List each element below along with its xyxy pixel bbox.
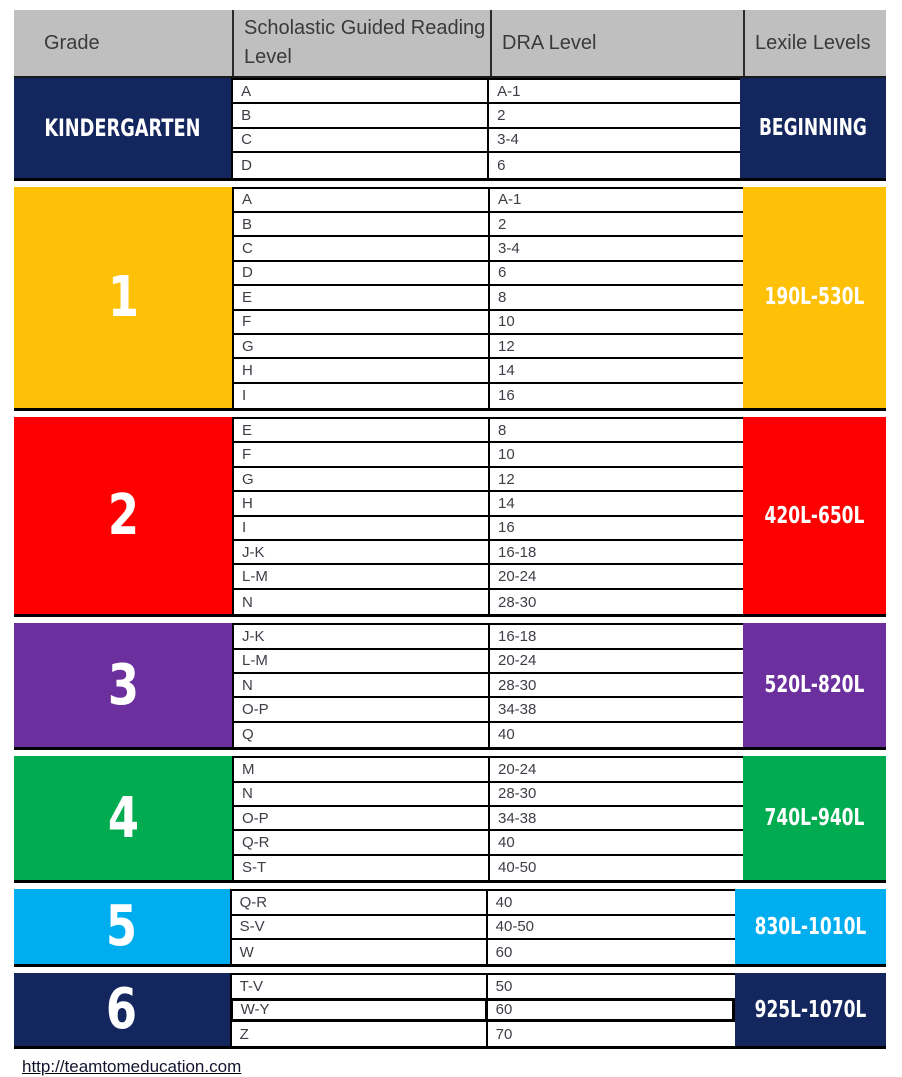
dra-cell: 12 — [498, 337, 515, 355]
grade-label: 1 — [107, 264, 139, 330]
table-sections — [14, 78, 886, 1049]
lexile-block-3 — [743, 623, 886, 747]
grade-section-2 — [14, 417, 886, 617]
grade-section-3 — [14, 623, 886, 750]
level-rows — [232, 623, 743, 747]
dra-cell: 20-24 — [498, 760, 537, 778]
grade-label: 6 — [106, 977, 138, 1043]
grade-label: 3 — [107, 652, 139, 718]
header-lexile — [743, 10, 886, 76]
table-row — [232, 213, 743, 237]
header-dra — [490, 10, 743, 76]
table-row — [232, 237, 743, 261]
sgrl-cell: C — [232, 237, 490, 259]
header-grade — [14, 10, 232, 76]
table-row — [231, 153, 740, 177]
grade-section-5 — [14, 889, 886, 967]
sgrl-cell: W-Y — [230, 1001, 488, 1019]
lexile-block-kindergarten — [740, 78, 886, 178]
dra-cell: 16 — [498, 387, 515, 405]
sgrl-cell: J-K — [232, 541, 490, 563]
table-row — [230, 1022, 735, 1046]
lexile-block-1 — [743, 187, 886, 409]
table-row — [232, 831, 743, 855]
table-row — [232, 783, 743, 807]
grade-section-4 — [14, 756, 886, 883]
dra-cell: 20-24 — [498, 568, 537, 586]
sgrl-cell: S-V — [230, 916, 488, 938]
table-row — [232, 856, 743, 880]
dra-cell: 10 — [498, 446, 515, 464]
sgrl-cell: O-P — [232, 698, 490, 720]
sgrl-cell: B — [231, 104, 489, 126]
table-row — [232, 517, 743, 541]
level-rows — [232, 187, 743, 409]
table-row — [232, 698, 743, 722]
grade-section-1 — [14, 187, 886, 412]
level-rows — [232, 417, 743, 614]
sgrl-cell: S-T — [232, 856, 490, 880]
dra-cell: 6 — [497, 156, 506, 174]
dra-cell: 20-24 — [498, 652, 537, 670]
sgrl-cell: Z — [230, 1022, 488, 1046]
sgrl-cell: H — [232, 492, 490, 514]
lexile-label: 830L-1010L — [754, 913, 867, 940]
level-rows — [230, 889, 735, 964]
dra-cell: 14 — [498, 361, 515, 379]
lexile-label: 420L-650L — [764, 502, 865, 529]
dra-cell: 40 — [495, 893, 513, 911]
lexile-block-6 — [735, 973, 886, 1046]
sgrl-cell: G — [232, 335, 490, 357]
grade-block-2 — [14, 417, 232, 614]
grade-block-4 — [14, 756, 232, 880]
grade-section-6 — [14, 973, 886, 1049]
table-row — [232, 723, 743, 747]
dra-cell: 40 — [498, 726, 515, 744]
lexile-block-5 — [735, 889, 886, 964]
table-row — [232, 335, 743, 359]
table-row — [231, 104, 740, 128]
table-row — [230, 975, 735, 999]
table-row — [232, 468, 743, 492]
grade-block-kindergarten — [14, 78, 231, 178]
dra-cell: 2 — [498, 215, 507, 233]
sgrl-cell: N — [232, 674, 490, 696]
table-row — [230, 891, 735, 915]
sgrl-cell: I — [232, 384, 490, 408]
table-row — [230, 940, 735, 964]
lexile-label: BEGINNING — [759, 114, 868, 141]
grade-block-5 — [14, 889, 230, 964]
table-row — [232, 262, 743, 286]
sgrl-cell: E — [232, 286, 490, 308]
sgrl-cell: M — [232, 758, 490, 780]
header-grade-label: Grade — [44, 31, 100, 54]
dra-cell: 8 — [498, 288, 507, 306]
sgrl-cell: D — [231, 153, 489, 177]
sgrl-cell: O-P — [232, 807, 490, 829]
grade-block-3 — [14, 623, 232, 747]
dra-cell: 60 — [495, 943, 513, 961]
table-row — [232, 419, 743, 443]
table-row — [230, 998, 735, 1022]
dra-cell: 12 — [498, 470, 515, 488]
dra-cell: 14 — [498, 494, 515, 512]
table-row — [232, 650, 743, 674]
grade-label: 4 — [107, 785, 139, 851]
sgrl-cell: Q-R — [232, 831, 490, 853]
dra-cell: 70 — [495, 1025, 513, 1043]
level-rows — [230, 973, 735, 1046]
dra-cell: 6 — [498, 264, 507, 282]
sgrl-cell: J-K — [232, 625, 490, 647]
dra-cell: 60 — [488, 1001, 735, 1019]
sgrl-cell: G — [232, 468, 490, 490]
sgrl-cell: I — [232, 517, 490, 539]
dra-cell: 50 — [495, 977, 513, 995]
header-sgrl-label: Scholastic Guided Reading Level — [244, 17, 486, 68]
lexile-label: 925L-1070L — [754, 996, 867, 1023]
table-row — [230, 916, 735, 940]
sgrl-cell: F — [232, 311, 490, 333]
sgrl-cell: F — [232, 443, 490, 465]
reading-levels-chart — [14, 10, 886, 1077]
header-lexile-label: Lexile Levels — [755, 31, 871, 54]
table-row — [232, 625, 743, 649]
dra-cell: 16-18 — [498, 543, 537, 561]
table-row — [232, 674, 743, 698]
dra-cell: 28-30 — [498, 593, 537, 611]
lexile-block-4 — [743, 756, 886, 880]
grade-label: KINDERGARTEN — [44, 113, 201, 142]
sgrl-cell: L-M — [232, 650, 490, 672]
dra-cell: 28-30 — [498, 785, 537, 803]
dra-cell: 8 — [498, 421, 507, 439]
dra-cell: 34-38 — [498, 809, 537, 827]
sgrl-cell: Q-R — [230, 891, 488, 913]
dra-cell: 40 — [498, 834, 515, 852]
sgrl-cell: A — [231, 80, 489, 102]
lexile-block-2 — [743, 417, 886, 614]
table-row — [231, 129, 740, 153]
table-row — [232, 384, 743, 408]
dra-cell: A-1 — [497, 82, 521, 100]
table-row — [232, 590, 743, 614]
dra-cell: 3-4 — [498, 240, 520, 258]
dra-cell: 40-50 — [498, 859, 537, 877]
table-header-row — [14, 10, 886, 78]
table-row — [232, 541, 743, 565]
sgrl-cell: C — [231, 129, 489, 151]
dra-cell: 40-50 — [495, 918, 535, 936]
grade-label: 5 — [106, 894, 138, 960]
dra-cell: 16 — [498, 519, 515, 537]
sgrl-cell: E — [232, 419, 490, 441]
table-row — [232, 359, 743, 383]
footer-link[interactable]: http://teamtomeducation.com — [22, 1057, 242, 1077]
sgrl-cell: D — [232, 262, 490, 284]
dra-cell: 16-18 — [498, 627, 537, 645]
table-row — [232, 443, 743, 467]
grade-block-6 — [14, 973, 230, 1046]
dra-cell: 34-38 — [498, 701, 537, 719]
sgrl-cell: N — [232, 783, 490, 805]
sgrl-cell: T-V — [230, 975, 488, 997]
level-rows — [231, 78, 740, 178]
table-row — [232, 492, 743, 516]
lexile-label: 190L-530L — [764, 284, 865, 311]
dra-cell: 28-30 — [498, 676, 537, 694]
grade-block-1 — [14, 187, 232, 409]
header-sgrl — [232, 10, 490, 76]
sgrl-cell: W — [230, 940, 488, 964]
table-row — [231, 80, 740, 104]
table-row — [232, 758, 743, 782]
dra-cell: 10 — [498, 313, 515, 331]
lexile-label: 520L-820L — [764, 672, 865, 699]
table-row — [232, 565, 743, 589]
level-rows — [232, 756, 743, 880]
footer — [14, 1055, 886, 1077]
grade-section-kindergarten — [14, 78, 886, 181]
sgrl-cell: A — [232, 189, 490, 211]
table-row — [232, 807, 743, 831]
sgrl-cell: H — [232, 359, 490, 381]
table-row — [232, 189, 743, 213]
table-row — [232, 286, 743, 310]
dra-cell: A-1 — [498, 191, 522, 209]
sgrl-cell: B — [232, 213, 490, 235]
lexile-label: 740L-940L — [764, 805, 865, 832]
dra-cell: 2 — [497, 107, 506, 125]
table-row — [232, 311, 743, 335]
sgrl-cell: Q — [232, 723, 490, 747]
header-dra-label: DRA Level — [502, 31, 597, 54]
sgrl-cell: N — [232, 590, 490, 614]
dra-cell: 3-4 — [497, 131, 519, 149]
sgrl-cell: L-M — [232, 565, 490, 587]
grade-label: 2 — [107, 483, 139, 549]
